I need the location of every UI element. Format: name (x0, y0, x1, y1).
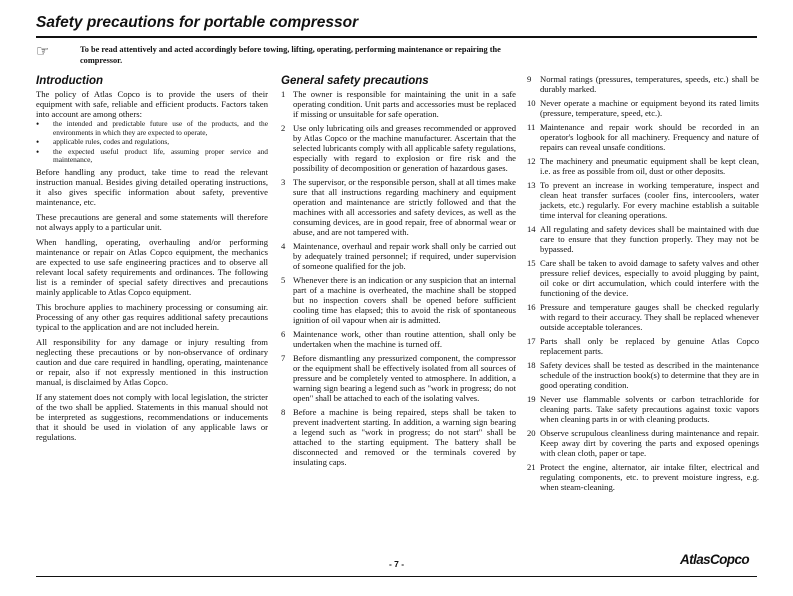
general-safety-column (281, 74, 516, 471)
item-number: 1 (281, 89, 286, 99)
list-item (527, 394, 759, 424)
item-number: 11 (527, 122, 536, 132)
intro-bullet (36, 148, 268, 165)
list-item (527, 462, 759, 492)
item-number: 18 (527, 360, 536, 370)
item-number: 2 (281, 123, 286, 133)
list-item (281, 353, 516, 403)
list-item (527, 98, 759, 118)
item-number: 14 (527, 224, 536, 234)
item-number: 3 (281, 177, 286, 187)
intro-note: To be read attentively and acted accordingly before towing, lifting, operating, performing maintenance or repairing the compressor. (80, 45, 501, 65)
list-item (281, 241, 516, 271)
item-text: Parts shall only be replaced by genuine Atlas Copco replacement parts. (540, 336, 759, 356)
list-item (527, 360, 759, 390)
list-item (527, 74, 759, 94)
item-text: All regulating and safety devices shall be maintained with due care to ensure that they function properly. They may not be bypassed. (540, 224, 759, 254)
intro-paragraph-7: If any statement does not comply with local legislation, the stricter of the two shall be applied. Statements in this manual should not be interpreted as suggestions, recommendations or inducements that it should be used in violation of any applicable laws or regulations. (36, 391, 268, 442)
pointing-hand-icon: ☞ (36, 42, 50, 60)
item-text: Before a machine is being repaired, steps shall be taken to prevent inadvertent starting. In addition, a warning sign bearing a legend such as "work in progress; do not start" shall be attached to the starting equipment. The battery shall be disconnected and removed or the terminals covered by insulating caps. (293, 407, 516, 467)
item-text: The owner is responsible for maintaining the unit in a safe operating condition. Unit parts and accessories must be replaced if missing or unsuitable for safe operation. (293, 89, 516, 119)
list-item (281, 123, 516, 173)
introduction-heading: Introduction (36, 75, 104, 87)
list-item (281, 89, 516, 119)
list-item (527, 302, 759, 332)
item-number: 12 (527, 156, 536, 166)
top-rule (36, 36, 757, 38)
intro-paragraph-2: Before handling any product, take time to read the relevant instruction manual. Besides giving detailed operating instructions, it also gives specific information about safety, preventive maintenance, etc. (36, 166, 268, 207)
intro-paragraph-1: The policy of Atlas Copco is to provide the users of their equipment with safe, reliable and efficient products. Factors taken into account are among others: (36, 89, 268, 119)
item-number: 10 (527, 98, 536, 108)
item-number: 9 (527, 74, 532, 84)
item-text: Observe scrupulous cleanliness during maintenance and repair. Keep away dirt by covering the parts and exposed openings with clean cloth, paper or tape. (540, 428, 759, 458)
item-text: The machinery and pneumatic equipment shall be kept clean, i.e. as free as possible from oil, dust or other deposits. (540, 156, 759, 176)
item-number: 15 (527, 258, 536, 268)
item-number: 7 (281, 353, 286, 363)
bullet-text: applicable rules, codes and regulations, (53, 137, 170, 146)
item-text: Maintenance, overhaul and repair work shall only be carried out by adequately trained personnel; if required, under supervision of someone qualified for the job. (293, 241, 516, 271)
list-item (527, 180, 759, 220)
bullet-icon: • (36, 146, 40, 157)
bullet-text: the intended and predictable future use of the products, and the environments in which they are expected to operate, (53, 119, 268, 137)
item-number: 21 (527, 462, 536, 472)
item-text: Normal ratings (pressures, temperatures, speeds, etc.) shall be durably marked. (540, 74, 759, 94)
item-number: 5 (281, 275, 286, 285)
item-text: Before dismantling any pressurized component, the compressor or the equipment shall be effectively isolated from all sources of pressure and be completely vented to atmosphere. In addition, a warning sign bearing a legend such as "work in progress; do not open" shall be attached to each of the isolating valves. (293, 353, 516, 403)
intro-paragraph-5: This brochure applies to machinery processing or consuming air. Processing of any other gas requires additional safety precautions typical to the application and are not included herein. (36, 301, 268, 332)
list-item (527, 428, 759, 458)
intro-paragraph-3: These precautions are general and some statements will therefore not always apply to a particular unit. (36, 211, 268, 232)
list-item (527, 156, 759, 176)
bullet-icon: • (36, 119, 40, 129)
item-number: 20 (527, 428, 536, 438)
item-number: 16 (527, 302, 536, 312)
page-number: - 7 - (388, 559, 405, 569)
list-item (527, 336, 759, 356)
item-number: 8 (281, 407, 286, 417)
intro-paragraph-4: When handling, operating, overhauling and/or performing maintenance or repair on Atlas Copco equipment, the mechanics are expected to use safe engineering practices and to observe all relevant local safety requirements and ordinances. The following list is a reminder of special safety directives and precautions mainly applicable to Atlas Copco equipment. (36, 236, 268, 297)
list-item (527, 258, 759, 298)
item-number: 13 (527, 180, 536, 190)
list-item (527, 224, 759, 254)
item-text: Safety devices shall be tested as described in the maintenance schedule of the instruction book(s) to determine that they are in good operating condition. (540, 360, 759, 390)
item-number: 4 (281, 241, 286, 251)
item-text: Maintenance work, other than routine attention, shall only be undertaken when the machine is turned off. (293, 329, 516, 349)
item-number: 17 (527, 336, 536, 346)
item-text: The supervisor, or the responsible person, shall at all times make sure that all instructions regarding machinery and equipment operation and maintenance are strictly followed and that the machines with all accessories and safety devices, as well as the consuming devices, are in good repair, free of abnormal wear or abuse, and are not tampered with. (293, 177, 516, 237)
intro-bullet (36, 120, 268, 137)
bullet-text: the expected useful product life, assuming proper service and maintenance, (53, 146, 268, 164)
item-text: Protect the engine, alternator, air intake filter, electrical and regulating components, etc. to prevent moisture ingress, e.g. when steam-cleaning. (540, 462, 759, 492)
item-number: 6 (281, 329, 286, 339)
item-text: Never operate a machine or equipment beyond its rated limits (pressure, temperature, speed, etc.). (540, 98, 759, 118)
bullet-icon: • (36, 137, 40, 147)
item-text: Maintenance and repair work should be recorded in an operator's logbook for all machinery. Frequency and nature of repairs can reveal unsafe conditions. (540, 122, 759, 152)
atlas-copco-logo: AtlasCopco (680, 552, 750, 567)
list-item (281, 407, 516, 467)
general-safety-heading: General safety precautions (281, 75, 429, 87)
item-text: Pressure and temperature gauges shall be checked regularly with regard to their accuracy. They shall be replaced whenever outside acceptable tolerances. (540, 302, 759, 332)
list-item (527, 122, 759, 152)
intro-bullet (36, 138, 268, 147)
item-text: Whenever there is an indication or any suspicion that an internal part of a machine is overheated, the machine shall be stopped but no inspection covers shall be opened before sufficient cooling time has elapsed; this to avoid the risk of spontaneous ignition of oil vapour when air is admitted. (293, 275, 516, 325)
list-item (281, 329, 516, 349)
item-number: 19 (527, 394, 536, 404)
page-title: Safety precautions for portable compressor (36, 14, 359, 31)
list-item (281, 275, 516, 325)
bottom-rule (36, 576, 757, 577)
item-text: Use only lubricating oils and greases recommended or approved by Atlas Copco or the machine manufacturer. Ascertain that the selected lubricants comply with all applicable safety regulations, especially with regard to explosion or fire risk and the possibility of decomposition or generation of hazardous gases. (293, 123, 516, 173)
item-text: Never use flammable solvents or carbon tetrachloride for cleaning parts. Take safety precautions against toxic vapors when cleaning parts in or with cleaning products. (540, 394, 759, 424)
list-item (281, 177, 516, 237)
introduction-column (36, 74, 268, 447)
general-safety-continued-column (527, 74, 759, 496)
intro-paragraph-6: All responsibility for any damage or injury resulting from neglecting these precautions or by non-observance of ordinary caution and due care required in handling, operating, maintenance or repair, also if not expressly mentioned in this instruction manual, is disclaimed by Atlas Copco. (36, 336, 268, 387)
item-text: To prevent an increase in working temperature, inspect and clean heat transfer surfaces (cooler fins, intercoolers, water jackets, etc.) regularly. For every machine establish a suitable time interval for cleaning operations. (540, 180, 759, 220)
item-text: Care shall be taken to avoid damage to safety valves and other pressure relief devices, especially to avoid plugging by paint, oil coke or dirt accumulation, which could interfere with the functioning of the device. (540, 258, 759, 298)
